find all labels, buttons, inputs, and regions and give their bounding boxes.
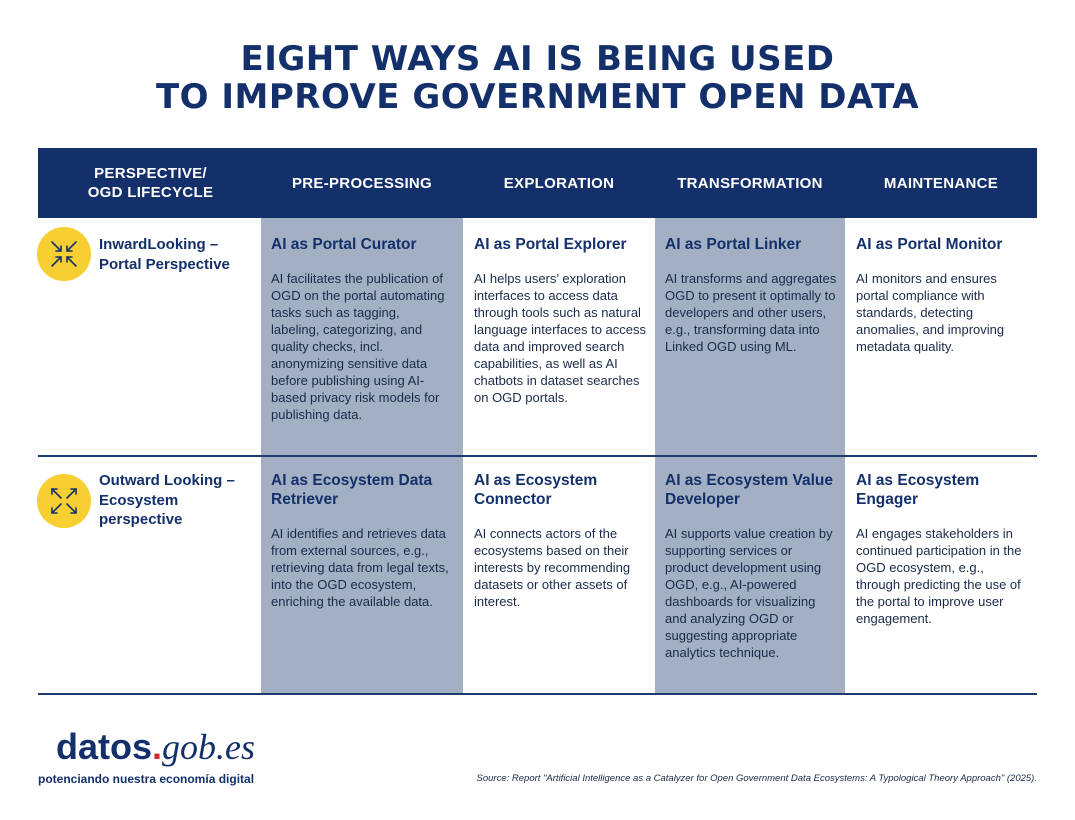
cell-text: AI identifies and retrieves data from external sources, e.g., retrieving data from legal texts, into the OGD ecosystem, enriching the available data.	[271, 526, 449, 609]
logo-part-2: gob.es	[162, 727, 256, 767]
cell-ecosystem-engager	[856, 471, 1026, 627]
cell-ecosystem-data-retriever	[271, 471, 451, 610]
cell-ecosystem-value-developer	[665, 471, 837, 661]
cell-portal-explorer	[474, 235, 646, 406]
arrows-outward-icon	[37, 474, 91, 528]
cell-title: AI as Ecosystem Connector	[474, 472, 598, 508]
cell-title: AI as Portal Linker	[665, 236, 802, 253]
cell-title: AI as Ecosystem Data Retriever	[271, 472, 433, 508]
cell-text: AI transforms and aggregates OGD to present it optimally to developers and other users, e.g., transforming data into Linked OGD using ML.	[665, 271, 837, 354]
cell-portal-monitor	[856, 235, 1032, 355]
cell-portal-linker	[665, 235, 837, 355]
page-title	[0, 40, 1075, 116]
datos-gob-logo	[56, 726, 255, 768]
header-perspective-line-1: PERSPECTIVE/	[94, 165, 207, 182]
row-label-outward: Outward Looking – Ecosystem perspective	[99, 472, 235, 528]
table-bottom-rule	[38, 693, 1037, 695]
cell-title: AI as Portal Explorer	[474, 236, 627, 253]
header-maintenance: MAINTENANCE	[883, 174, 999, 192]
header-preprocessing: PRE-PROCESSING	[291, 174, 433, 192]
cell-text: AI connects actors of the ecosystems based on their interests by recommending datasets or other assets of interest.	[474, 526, 631, 609]
title-line-2: TO IMPROVE GOVERNMENT OPEN DATA	[155, 77, 920, 117]
cell-text: AI engages stakeholders in continued participation in the OGD ecosystem, e.g., through predicting the use of the portal to improve user engagement.	[856, 526, 1022, 626]
cell-title: AI as Portal Monitor	[856, 236, 1003, 253]
logo-tagline: potenciando nuestra economía digital	[38, 772, 255, 786]
header-exploration: EXPLORATION	[503, 174, 615, 192]
header-perspective-line-2: OGD LIFECYCLE	[87, 184, 214, 201]
logo-part-1: datos	[56, 726, 153, 767]
cell-ecosystem-connector	[474, 471, 646, 610]
cell-text: AI supports value creation by supporting services or product development using OGD, e.g., AI-powered dashboards for visualizing and analyzing OGD or suggesting appropriate analytics technique.	[665, 526, 833, 660]
row-divider	[38, 455, 1037, 457]
cell-portal-curator	[271, 235, 451, 423]
source-note: Source: Report "Artificial Intelligence as a Catalyzer for Open Government Data Ecosystems: A Typological Theory Approach" (2025).	[476, 773, 1037, 784]
cell-text: AI helps users’ exploration interfaces to access data through tools such as natural language interfaces to access data and improved search capabilities, as well as AI chatbots in dataset searches on OGD portals.	[474, 271, 646, 405]
logo-dot: .	[152, 726, 163, 767]
header-transformation: TRANSFORMATION	[677, 174, 823, 192]
cell-text: AI facilitates the publication of OGD on the portal automating tasks such as tagging, labeling, categorizing, and quality checks, incl. anonymizing sensitive data before publishing using AI-based privacy risk models for publishing data.	[271, 271, 445, 422]
row-label-inward: InwardLooking – Portal Perspective	[99, 236, 230, 273]
cell-title: AI as Ecosystem Engager	[856, 472, 980, 508]
cell-title: AI as Ecosystem Value Developer	[665, 472, 834, 508]
title-line-1: EIGHT WAYS AI IS BEING USED	[240, 39, 835, 79]
header-perspective	[58, 148, 243, 218]
cell-text: AI monitors and ensures portal compliance with standards, detecting anomalies, and improving metadata quality.	[856, 271, 1005, 354]
table-header	[38, 148, 1037, 218]
arrows-inward-icon	[37, 227, 91, 281]
cell-title: AI as Portal Curator	[271, 236, 417, 253]
